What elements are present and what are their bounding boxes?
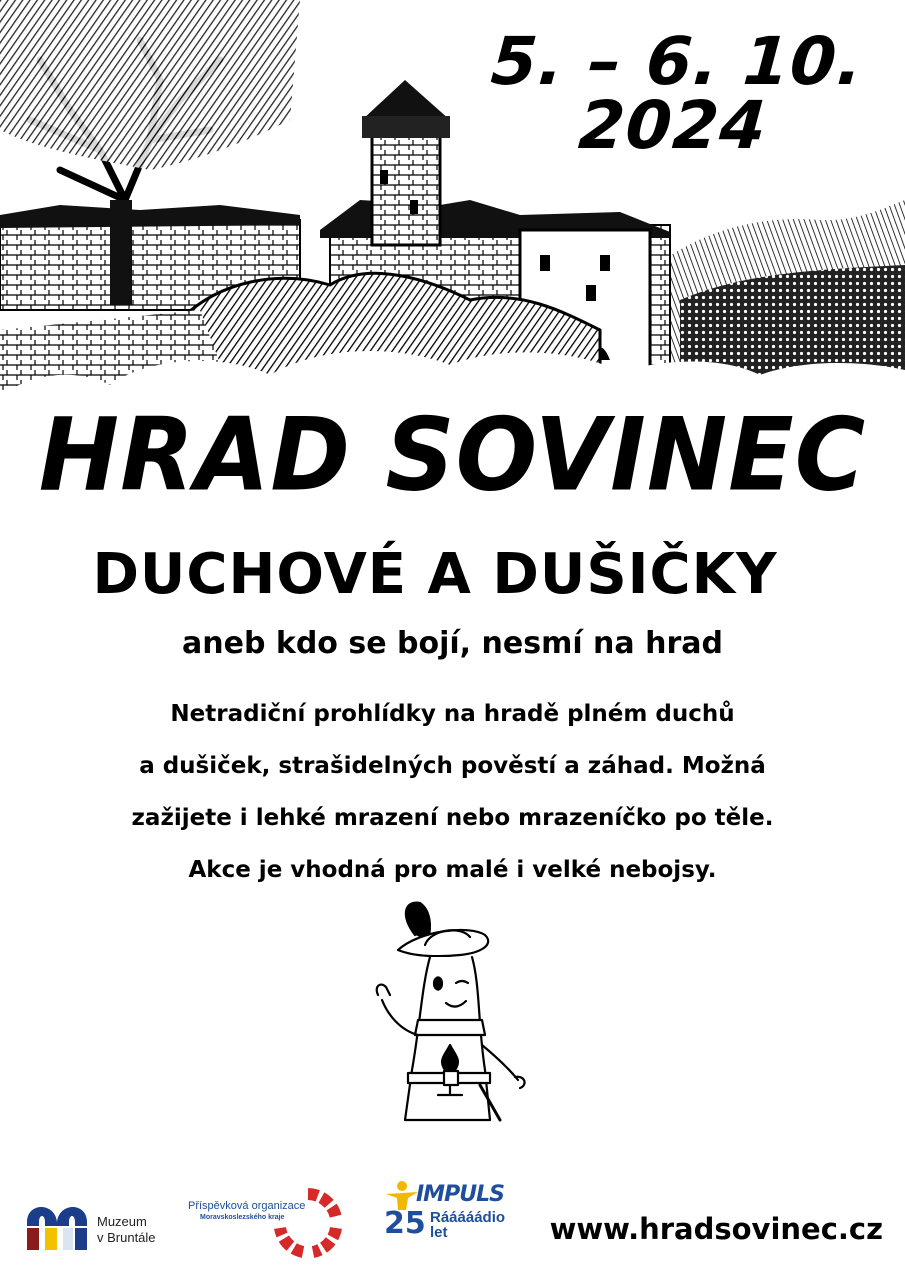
kraj-line2: Moravskoslezského kraje (200, 1214, 285, 1221)
description-line: a dušiček, strašidelných pověstí a záhad. Možná (139, 753, 766, 779)
page-subtitle: DUCHOVÉ A DUŠIČKY (92, 542, 778, 607)
muzeum-name: Muzeum (97, 1214, 147, 1229)
event-date-days: 5. – 6. 10. (488, 23, 866, 100)
impuls-name: IMPULS (416, 1182, 504, 1207)
event-date-year: 2024 (576, 87, 770, 164)
description-line: Netradiční prohlídky na hradě plném duchů (170, 701, 735, 727)
website-link[interactable]: www.hradsovinec.cz (549, 1212, 883, 1246)
description (60, 688, 845, 896)
impuls-years-text: let (430, 1224, 448, 1241)
impuls-logo (380, 1180, 530, 1260)
impuls-years-number: 25 (384, 1206, 426, 1241)
muzeum-location: v Bruntále (97, 1230, 156, 1245)
tagline: aneb kdo se bojí, nesmí na hrad (182, 626, 723, 661)
description-line: Akce je vhodná pro malé i velké nebojsy. (188, 857, 717, 883)
kraj-ring-icon (273, 1188, 343, 1258)
muzeum-logo (25, 1192, 185, 1262)
impuls-radio-text: Rááááádio (430, 1209, 506, 1226)
description-line: zažijete i lehké mrazení nebo mrazeníčko po těle. (131, 805, 774, 831)
kraj-logo (188, 1188, 348, 1268)
kraj-line1: Příspěvková organizace (188, 1200, 306, 1212)
event-date (481, 23, 870, 164)
ghost-musketeer-icon (360, 895, 540, 1135)
muzeum-m-icon (25, 1192, 89, 1252)
footer (0, 1180, 905, 1280)
page-title: HRAD SOVINEC (38, 396, 867, 514)
